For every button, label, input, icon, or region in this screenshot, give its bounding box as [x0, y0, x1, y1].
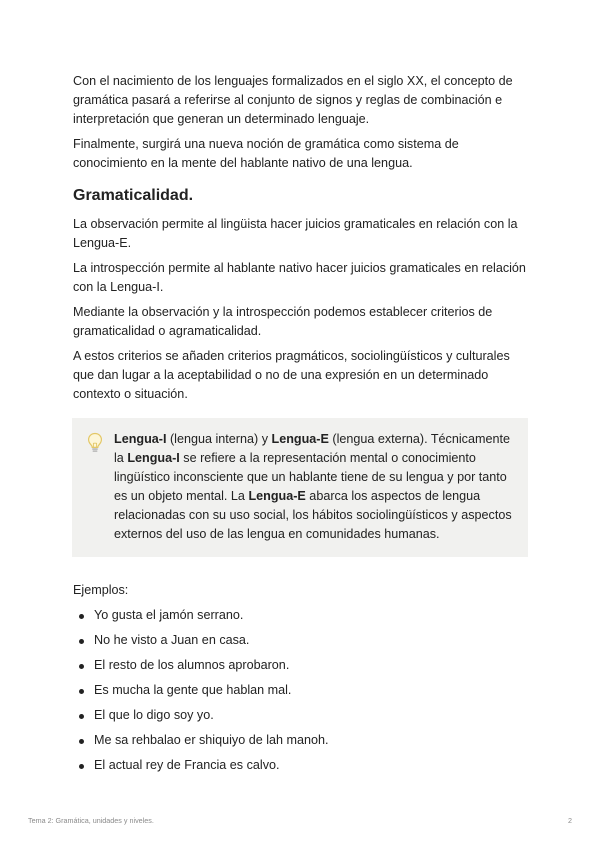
page-content: [73, 72, 533, 781]
list-item: Me sa rehbalao er shiquiyo de lah manoh.: [73, 731, 533, 750]
paragraph: La introspección permite al hablante nativo hacer juicios gramaticales en relación con la Lengua-I.: [73, 261, 526, 294]
page-number: 2: [568, 816, 572, 825]
examples-title: Ejemplos:: [73, 583, 129, 597]
section-heading: Gramaticalidad.: [73, 187, 194, 204]
list-item: El resto de los alumnos aprobaron.: [73, 656, 533, 675]
term-lengua-i: Lengua-I: [114, 432, 167, 446]
callout-box: [72, 418, 528, 557]
examples-list: [73, 606, 533, 775]
paragraph: A estos criterios se añaden criterios pragmáticos, sociolingüísticos y culturales que dan lugar a la aceptabilidad o no de una expresión en un determinado contexto o situación.: [73, 349, 510, 401]
paragraph: La observación permite al lingüista hacer juicios gramaticales en relación con la Lengua-E.: [73, 217, 518, 250]
list-item: Es mucha la gente que hablan mal.: [73, 681, 533, 700]
list-item: El que lo digo soy yo.: [73, 706, 533, 725]
term-lengua-i: Lengua-I: [127, 451, 180, 465]
lightbulb-icon: [87, 432, 103, 454]
page-footer: [28, 811, 572, 830]
term-lengua-e: Lengua-E: [248, 489, 306, 503]
callout-text: Lengua-I (lengua interna) y Lengua-E (lengua externa). Técnicamente la Lengua-I se refiere a la representación mental o conocimiento lingüístico inconsciente que un hablante tiene de su lengua y por tanto es un objeto mental. La Lengua-E abarca los aspectos de lengua relacionadas con su uso social, los hábitos sociolingüísticos y aspectos externos del uso de las lengua en comunidades humanas.: [114, 432, 512, 541]
paragraph: Finalmente, surgirá una nueva noción de gramática como sistema de conocimiento en la mente del hablante nativo de una lengua.: [73, 137, 459, 170]
term-lengua-e: Lengua-E: [271, 432, 329, 446]
paragraph: Con el nacimiento de los lenguajes formalizados en el siglo XX, el concepto de gramática pasará a referirse al conjunto de signos y reglas de combinación e interpretación que generan un determinado lenguaje.: [73, 74, 513, 126]
paragraph: Mediante la observación y la introspección podemos establecer criterios de gramaticalidad o agramaticalidad.: [73, 305, 493, 338]
footer-title: Tema 2: Gramática, unidades y niveles.: [28, 816, 154, 825]
list-item: No he visto a Juan en casa.: [73, 631, 533, 650]
list-item: El actual rey de Francia es calvo.: [73, 756, 533, 775]
list-item: Yo gusta el jamón serrano.: [73, 606, 533, 625]
